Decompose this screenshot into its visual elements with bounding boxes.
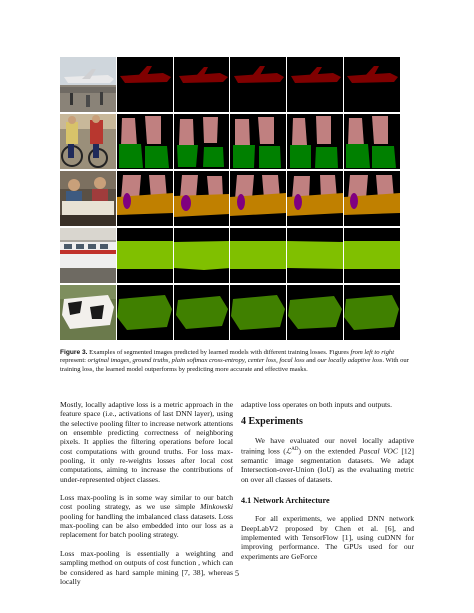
center-loss-prediction-dining-table [230, 171, 286, 226]
figure-row-airplane [60, 57, 400, 112]
left-column [60, 400, 233, 586]
figure-row-cow [60, 285, 400, 340]
adaptive-loss-prediction-train [344, 228, 400, 283]
figure-caption [60, 349, 412, 374]
paragraph-text: We have evaluated our novel locally adaptive training loss ( [241, 435, 414, 456]
softmax-prediction-dining-table [174, 171, 230, 226]
paragraph-italic: Pascal VOC [358, 446, 398, 456]
paragraph-italic: Minkowski [200, 502, 233, 512]
ground-truth-dining-table [117, 171, 173, 226]
paragraph: For all experiments, we applied DNN network DeepLabV2 proposed by Chen et al. [6], and implemented with TensorFlow [1], using cuDNN for improving performance. The GPUs used for our experiments are GeForce [241, 514, 414, 561]
adaptive-loss-prediction-cyclists [344, 114, 400, 169]
focal-loss-prediction-train [287, 228, 343, 283]
ground-truth-cow [117, 285, 173, 340]
original-image-dining-table [60, 171, 116, 226]
caption-italic-2: original images, ground truths, plain softmax cross-entropy, center loss, focal loss [87, 357, 305, 365]
right-column [241, 400, 414, 561]
paragraph [60, 493, 233, 540]
adaptive-loss-prediction-airplane [344, 57, 400, 112]
ground-truth-train [117, 228, 173, 283]
softmax-prediction-train [174, 228, 230, 283]
caption-italic-1: from left to right [350, 349, 395, 356]
original-image-airplane [60, 57, 116, 112]
softmax-prediction-cow [174, 285, 230, 340]
paragraph: adaptive loss operates on both inputs and outputs. [241, 400, 393, 409]
focal-loss-prediction-cow [287, 285, 343, 340]
center-loss-prediction-cow [230, 285, 286, 340]
figure-row-train [60, 228, 400, 283]
center-loss-prediction-train [230, 228, 286, 283]
paragraph: Mostly, locally adaptive loss is a metric approach in the feature space (i.e., activations of last DNN layer), using the selective pooling filter to increase network attentions on ensemble predicting correctness of neighboring pixels. It applies the filtering operations before local cost computations with ground truths. For loss max-pooling, it only re-weights losses after local cost computations, aiming to increase the contributions of under-represented object classes. [60, 400, 233, 484]
softmax-prediction-airplane [174, 57, 230, 112]
figure-label: Figure 3. [60, 349, 88, 356]
math-superscript: AD [291, 447, 299, 453]
focal-loss-prediction-cyclists [287, 114, 343, 169]
focal-loss-prediction-airplane [287, 57, 343, 112]
center-loss-prediction-airplane [230, 57, 286, 112]
center-loss-prediction-cyclists [230, 114, 286, 169]
caption-text-1: Examples of segmented images predicted by learned models with different training losses. Figures [87, 349, 351, 356]
paragraph [241, 436, 414, 484]
page-number: 5 [235, 569, 239, 578]
paragraph: Loss max-pooling is essentially a weighting and sampling method on outputs of cost function , which can be considered as hard sample mining [7, 38], whereas locally [60, 548, 233, 586]
caption-text-2: represent: [60, 357, 88, 365]
adaptive-loss-prediction-cow [344, 285, 400, 340]
subsection-heading: 4.1 Network Architecture [241, 495, 330, 505]
original-image-train [60, 228, 116, 283]
focal-loss-prediction-dining-table [287, 171, 343, 226]
caption-italic-3: our locally adaptive loss [317, 357, 383, 365]
caption-text-4: . With our training loss, the learned model outperforms by predicting more accurate and effective masks. [60, 357, 409, 373]
ground-truth-airplane [117, 57, 173, 112]
original-image-cow [60, 285, 116, 340]
math-symbol: ℒ [285, 446, 292, 456]
paragraph-text: ) on the extended [298, 446, 359, 456]
figure-3 [60, 57, 400, 342]
figure-row-dining-table [60, 171, 400, 226]
adaptive-loss-prediction-dining-table [344, 171, 400, 226]
softmax-prediction-cyclists [174, 114, 230, 169]
paragraph-text: Loss max-pooling is in some way similar to our batch cost pooling strategy, as we use simple [60, 493, 233, 512]
caption-text-3: and [304, 357, 318, 365]
paragraph-text: pooling for handling the imbalanced class datasets. Loss max-pooling can be also embedded into our loss as a replacement for batch pooling strategy. [60, 511, 233, 540]
figure-row-cyclists [60, 114, 400, 169]
paragraph-text: [12] semantic image segmentation datasets. We adapt Intersection-over-Union (IoU) as the evaluating metric on over all classes of datasets. [241, 446, 415, 484]
ground-truth-cyclists [117, 114, 173, 169]
section-heading: 4 Experiments [241, 416, 303, 428]
original-image-cyclists [60, 114, 116, 169]
